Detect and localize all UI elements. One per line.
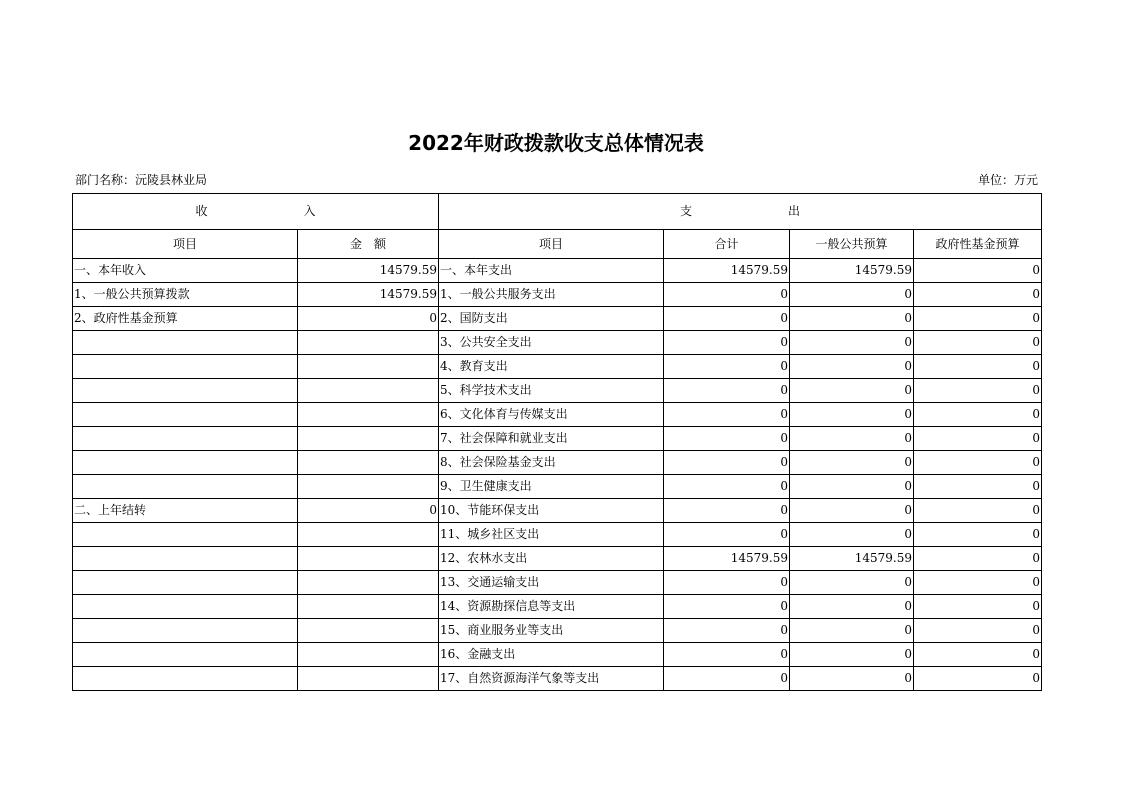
expense-item-cell: 1、一般公共服务支出 bbox=[439, 283, 664, 307]
income-item-cell bbox=[73, 379, 298, 403]
fund-budget-cell: 0 bbox=[914, 403, 1042, 427]
expense-item-cell: 8、社会保险基金支出 bbox=[439, 451, 664, 475]
fund-budget-cell: 0 bbox=[914, 475, 1042, 499]
total-cell: 0 bbox=[664, 379, 790, 403]
table-row bbox=[73, 427, 1042, 451]
expense-item-cell: 7、社会保障和就业支出 bbox=[439, 427, 664, 451]
fund-budget-cell: 0 bbox=[914, 283, 1042, 307]
income-item-cell bbox=[73, 331, 298, 355]
fund-budget-cell: 0 bbox=[914, 427, 1042, 451]
fund-budget-cell: 0 bbox=[914, 547, 1042, 571]
general-budget-cell: 0 bbox=[790, 499, 914, 523]
total-cell: 0 bbox=[664, 307, 790, 331]
general-budget-cell: 0 bbox=[790, 283, 914, 307]
income-amount-cell bbox=[298, 331, 439, 355]
fund-budget-cell: 0 bbox=[914, 499, 1042, 523]
col-income-item: 项目 bbox=[73, 230, 298, 259]
general-budget-cell: 0 bbox=[790, 427, 914, 451]
general-budget-cell: 0 bbox=[790, 403, 914, 427]
table-row bbox=[73, 283, 1042, 307]
income-item-cell: 2、政府性基金预算 bbox=[73, 307, 298, 331]
total-cell: 0 bbox=[664, 283, 790, 307]
fund-budget-cell: 0 bbox=[914, 667, 1042, 691]
fund-budget-cell: 0 bbox=[914, 523, 1042, 547]
table-row bbox=[73, 643, 1042, 667]
general-budget-cell: 14579.59 bbox=[790, 547, 914, 571]
table-row bbox=[73, 355, 1042, 379]
budget-table bbox=[72, 193, 1042, 691]
income-item-cell bbox=[73, 619, 298, 643]
fund-budget-cell: 0 bbox=[914, 331, 1042, 355]
fund-budget-cell: 0 bbox=[914, 307, 1042, 331]
col-income-amount: 金 额 bbox=[298, 230, 439, 259]
income-amount-cell bbox=[298, 667, 439, 691]
total-cell: 0 bbox=[664, 331, 790, 355]
table-row bbox=[73, 403, 1042, 427]
unit-label: 单位：万元 bbox=[977, 173, 1038, 187]
expense-item-cell: 4、教育支出 bbox=[439, 355, 664, 379]
table-row bbox=[73, 547, 1042, 571]
expense-item-cell: 15、商业服务业等支出 bbox=[439, 619, 664, 643]
expense-item-cell: 11、城乡社区支出 bbox=[439, 523, 664, 547]
table-row bbox=[73, 499, 1042, 523]
total-cell: 0 bbox=[664, 427, 790, 451]
total-cell: 0 bbox=[664, 667, 790, 691]
income-item-cell bbox=[73, 595, 298, 619]
income-amount-cell bbox=[298, 475, 439, 499]
col-general-budget: 一般公共预算 bbox=[790, 230, 914, 259]
income-amount-cell: 14579.59 bbox=[298, 259, 439, 283]
table-row bbox=[73, 595, 1042, 619]
expense-item-cell: 10、节能环保支出 bbox=[439, 499, 664, 523]
total-cell: 0 bbox=[664, 499, 790, 523]
col-total: 合计 bbox=[664, 230, 790, 259]
total-cell: 0 bbox=[664, 523, 790, 547]
fund-budget-cell: 0 bbox=[914, 355, 1042, 379]
income-item-cell bbox=[73, 475, 298, 499]
table-row bbox=[73, 307, 1042, 331]
general-budget-cell: 0 bbox=[790, 475, 914, 499]
expense-item-cell: 9、卫生健康支出 bbox=[439, 475, 664, 499]
table-row bbox=[73, 571, 1042, 595]
total-cell: 0 bbox=[664, 403, 790, 427]
general-budget-cell: 0 bbox=[790, 451, 914, 475]
income-amount-cell: 0 bbox=[298, 499, 439, 523]
expense-item-cell: 一、本年支出 bbox=[439, 259, 664, 283]
column-header-row bbox=[73, 230, 1042, 259]
general-budget-cell: 14579.59 bbox=[790, 259, 914, 283]
table-row bbox=[73, 331, 1042, 355]
income-item-cell bbox=[73, 571, 298, 595]
income-amount-cell bbox=[298, 643, 439, 667]
income-amount-cell bbox=[298, 619, 439, 643]
income-item-cell bbox=[73, 403, 298, 427]
expense-item-cell: 5、科学技术支出 bbox=[439, 379, 664, 403]
general-budget-cell: 0 bbox=[790, 379, 914, 403]
general-budget-cell: 0 bbox=[790, 619, 914, 643]
income-amount-cell bbox=[298, 355, 439, 379]
general-budget-cell: 0 bbox=[790, 307, 914, 331]
income-item-cell bbox=[73, 643, 298, 667]
income-amount-cell bbox=[298, 427, 439, 451]
general-budget-cell: 0 bbox=[790, 595, 914, 619]
expense-item-cell: 13、交通运输支出 bbox=[439, 571, 664, 595]
fund-budget-cell: 0 bbox=[914, 259, 1042, 283]
income-amount-cell bbox=[298, 571, 439, 595]
income-amount-cell bbox=[298, 379, 439, 403]
income-item-cell bbox=[73, 451, 298, 475]
income-item-cell: 二、上年结转 bbox=[73, 499, 298, 523]
table-row bbox=[73, 475, 1042, 499]
expense-group-header: 支 出 bbox=[439, 194, 1042, 230]
income-amount-cell bbox=[298, 595, 439, 619]
income-amount-cell bbox=[298, 547, 439, 571]
table-row bbox=[73, 523, 1042, 547]
general-budget-cell: 0 bbox=[790, 571, 914, 595]
department-label: 部门名称：沅陵县林业局 bbox=[75, 173, 208, 187]
page-title: 2022年财政拨款收支总体情况表 bbox=[408, 131, 704, 155]
col-expense-item: 项目 bbox=[439, 230, 664, 259]
expense-item-cell: 14、资源勘探信息等支出 bbox=[439, 595, 664, 619]
total-cell: 0 bbox=[664, 595, 790, 619]
income-amount-cell: 14579.59 bbox=[298, 283, 439, 307]
general-budget-cell: 0 bbox=[790, 355, 914, 379]
income-group-header: 收 入 bbox=[73, 194, 439, 230]
expense-item-cell: 6、文化体育与传媒支出 bbox=[439, 403, 664, 427]
fund-budget-cell: 0 bbox=[914, 619, 1042, 643]
general-budget-cell: 0 bbox=[790, 643, 914, 667]
income-item-cell bbox=[73, 355, 298, 379]
table-row bbox=[73, 451, 1042, 475]
income-amount-cell: 0 bbox=[298, 307, 439, 331]
general-budget-cell: 0 bbox=[790, 667, 914, 691]
total-cell: 0 bbox=[664, 451, 790, 475]
table-row bbox=[73, 379, 1042, 403]
general-budget-cell: 0 bbox=[790, 523, 914, 547]
fund-budget-cell: 0 bbox=[914, 451, 1042, 475]
group-header-row bbox=[73, 194, 1042, 230]
table-row bbox=[73, 619, 1042, 643]
fund-budget-cell: 0 bbox=[914, 643, 1042, 667]
income-item-cell: 一、本年收入 bbox=[73, 259, 298, 283]
income-item-cell bbox=[73, 547, 298, 571]
total-cell: 14579.59 bbox=[664, 259, 790, 283]
income-item-cell bbox=[73, 427, 298, 451]
expense-item-cell: 2、国防支出 bbox=[439, 307, 664, 331]
total-cell: 0 bbox=[664, 475, 790, 499]
expense-item-cell: 12、农林水支出 bbox=[439, 547, 664, 571]
income-amount-cell bbox=[298, 523, 439, 547]
general-budget-cell: 0 bbox=[790, 331, 914, 355]
income-amount-cell bbox=[298, 403, 439, 427]
total-cell: 14579.59 bbox=[664, 547, 790, 571]
total-cell: 0 bbox=[664, 355, 790, 379]
income-item-cell: 1、一般公共预算拨款 bbox=[73, 283, 298, 307]
fund-budget-cell: 0 bbox=[914, 595, 1042, 619]
total-cell: 0 bbox=[664, 571, 790, 595]
expense-item-cell: 17、自然资源海洋气象等支出 bbox=[439, 667, 664, 691]
fund-budget-cell: 0 bbox=[914, 379, 1042, 403]
total-cell: 0 bbox=[664, 643, 790, 667]
fund-budget-cell: 0 bbox=[914, 571, 1042, 595]
income-amount-cell bbox=[298, 451, 439, 475]
total-cell: 0 bbox=[664, 619, 790, 643]
expense-item-cell: 16、金融支出 bbox=[439, 643, 664, 667]
income-item-cell bbox=[73, 667, 298, 691]
col-fund-budget: 政府性基金预算 bbox=[914, 230, 1042, 259]
table-row bbox=[73, 667, 1042, 691]
table-row bbox=[73, 259, 1042, 283]
expense-item-cell: 3、公共安全支出 bbox=[439, 331, 664, 355]
income-item-cell bbox=[73, 523, 298, 547]
